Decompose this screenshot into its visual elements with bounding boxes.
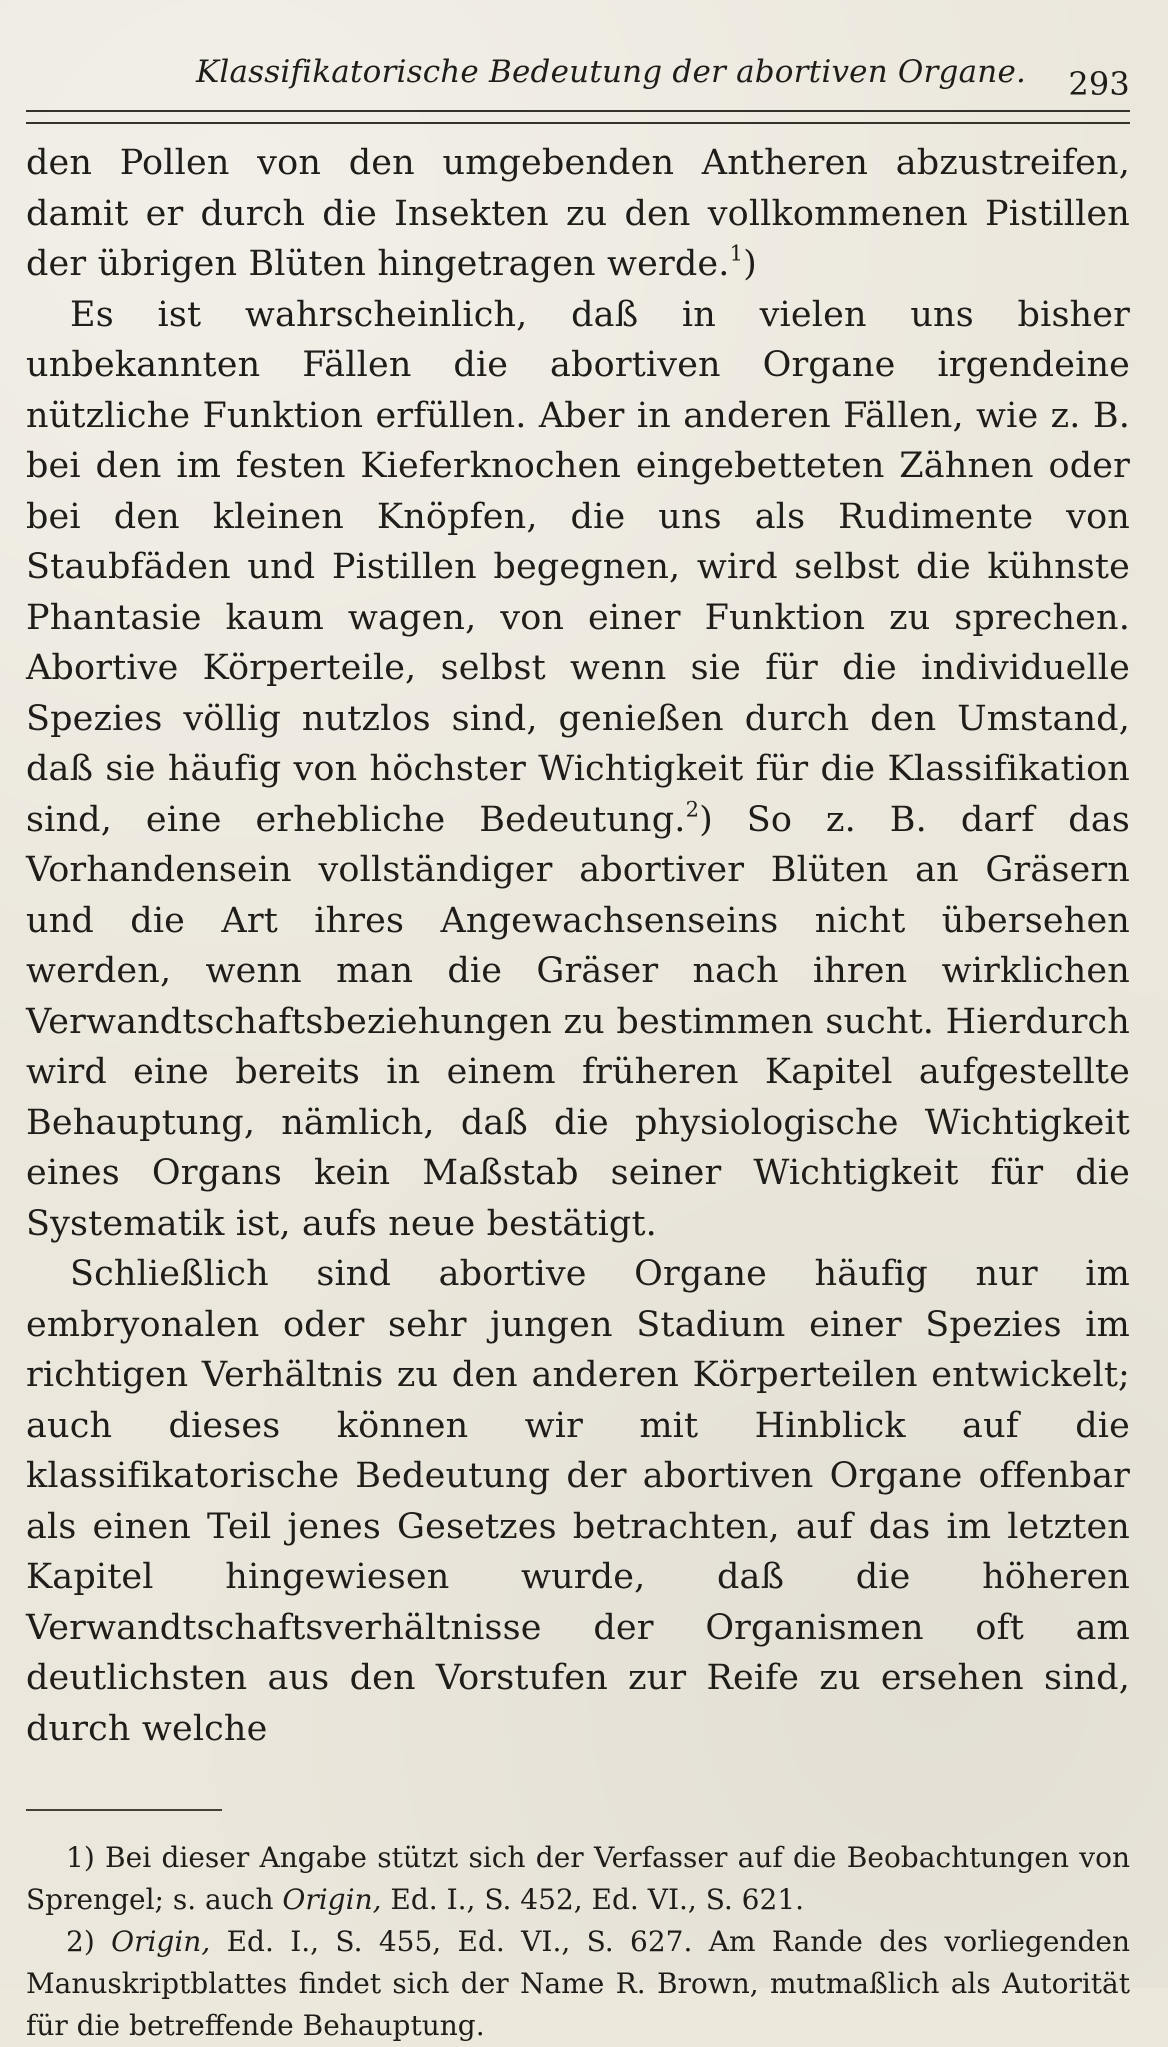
paragraph-3 <box>26 1249 1130 1754</box>
footnote-1-text-after: Ed. I., S. 452, Ed. VI., S. 621. <box>381 1883 805 1916</box>
footnotes <box>26 1837 1130 2047</box>
running-head-title: Klassifikatorische Bedeutung der abortiven Organe. <box>196 54 1027 90</box>
paragraph-2-text-before: Es ist wahrscheinlich, daß in vielen uns bisher unbekannten Fällen die abortiven Organe irgendeine nützliche Funktion erfüllen. Aber in anderen Fällen, wie z. B. bei den im festen Kieferknochen eingebetteten Zähnen oder bei den kleinen Knöpfen, die uns als Rudimente von Staubfäden und Pistillen begegnen, wird selbst die kühnste Phantasie kaum wagen, von einer Funktion zu sprechen. Abortive Körperteile, selbst wenn sie für die individuelle Spezies völlig nutzlos sind, genießen durch den Umstand, daß sie häufig von höchster Wichtigkeit für die Klassifikation sind, eine erhebliche Bedeutung. <box>26 294 1130 840</box>
footnote-2-marker: 2) <box>66 1925 95 1958</box>
footnote-1-italic: Origin, <box>282 1883 382 1916</box>
footnote-1-text-before: Bei dieser Angabe stützt sich der Verfasser auf die Beobachtungen von Sprengel; s. auch <box>26 1841 1130 1916</box>
footnote-separator <box>26 1809 222 1811</box>
paragraph-3-text: Schließlich sind abortive Organe häufig nur im embryonalen oder sehr jungen Stadium einer Spezies im richtigen Verhältnis zu den anderen Körperteilen entwickelt; auch dieses können wir mit Hinblick auf die klassifikatorische Bedeutung der abortiven Organe offenbar als einen Teil jenes Gesetzes betrachten, auf das im letzten Kapitel hingewiesen wurde, daß die höheren Verwandtschaftsverhältnisse der Organismen oft am deutlichsten aus den Vorstufen zur Reife zu ersehen sind, durch welche <box>26 1254 1130 1749</box>
paragraph-1-text: den Pollen von den umgebenden Antheren abzustreifen, damit er durch die Insekten zu den vollkommenen Pistillen der übrigen Blüten hingetragen werde. <box>26 143 1130 284</box>
main-text <box>26 138 1130 1754</box>
page-number: 293 <box>1068 65 1130 103</box>
footnote-1 <box>26 1837 1130 1921</box>
running-head <box>196 52 1130 103</box>
footnote-2 <box>26 1921 1130 2047</box>
footnote-ref-1: 1 <box>729 241 744 266</box>
paragraph-2: Es ist wahrscheinlich, daß in vielen uns bisher unbekannten Fällen die abortiven Organe irgendeine nützliche Funktion erfüllen. Aber in anderen Fällen, wie z. B. bei den im festen Kieferknochen eingebetteten Zähnen oder bei den kleinen Knöpfen, die uns als Rudimente von Staubfäden und Pistillen begegnen, wird selbst die kühnste Phantasie kaum wagen, von einer Funktion zu sprechen. Abortive Körperteile, selbst wenn sie für die individuelle Spezies völlig nutzlos sind, genießen durch den Umstand, daß sie häufig von höchster Wichtigkeit für die Klassifikation sind, eine erhebliche Bedeutung.$^2$) So z. B. darf das Vorhandensein vollständiger abortiver Blüten an Gräsern und die Art ihres Angewachsenseins nicht übersehen werden, wenn man die Gräser nach ihren wirklichen Verwandtschaftsbeziehungen zu bestimmen sucht. Hierdurch wird eine bereits in einem früheren Kapitel aufgestellte Behauptung, nämlich, daß die physiologische Wichtigkeit eines Organs kein Maßstab seiner Wichtigkeit für die Systematik ist, aufs neue bestätigt. <box>26 294 1130 1244</box>
footnote-2-text-after: Ed. I., S. 455, Ed. VI., S. 627. Am Rande des vorliegenden Manuskriptblattes findet sich der Name R. Brown, mutmaßlich als Autorität für die betreffende Behauptung. <box>26 1925 1130 2042</box>
paragraph-1: den Pollen von den umgebenden Antheren abzustreifen, damit er durch die Insekten zu den vollkommenen Pistillen der übrigen Blüten hingetragen werde.$^1$) <box>26 143 1130 284</box>
footnote-ref-2: 2 <box>685 796 700 821</box>
paragraph-2-text-after: So z. B. darf das Vorhandensein vollständiger abortiver Blüten an Gräsern und die Art ihres Angewachsenseins nicht übersehen werden, wenn man die Gräser nach ihren wirklichen Verwandtschaftsbeziehungen zu bestimmen sucht. Hierdurch wird eine bereits in einem früheren Kapitel aufgestellte Behauptung, nämlich, daß die physiologische Wichtigkeit eines Organs kein Maßstab seiner Wichtigkeit für die Systematik ist, aufs neue bestätigt. <box>26 799 1130 1244</box>
header-double-rule <box>26 110 1130 124</box>
footnote-2-italic: Origin, <box>111 1925 211 1958</box>
footnote-1-marker: 1) <box>66 1841 95 1874</box>
